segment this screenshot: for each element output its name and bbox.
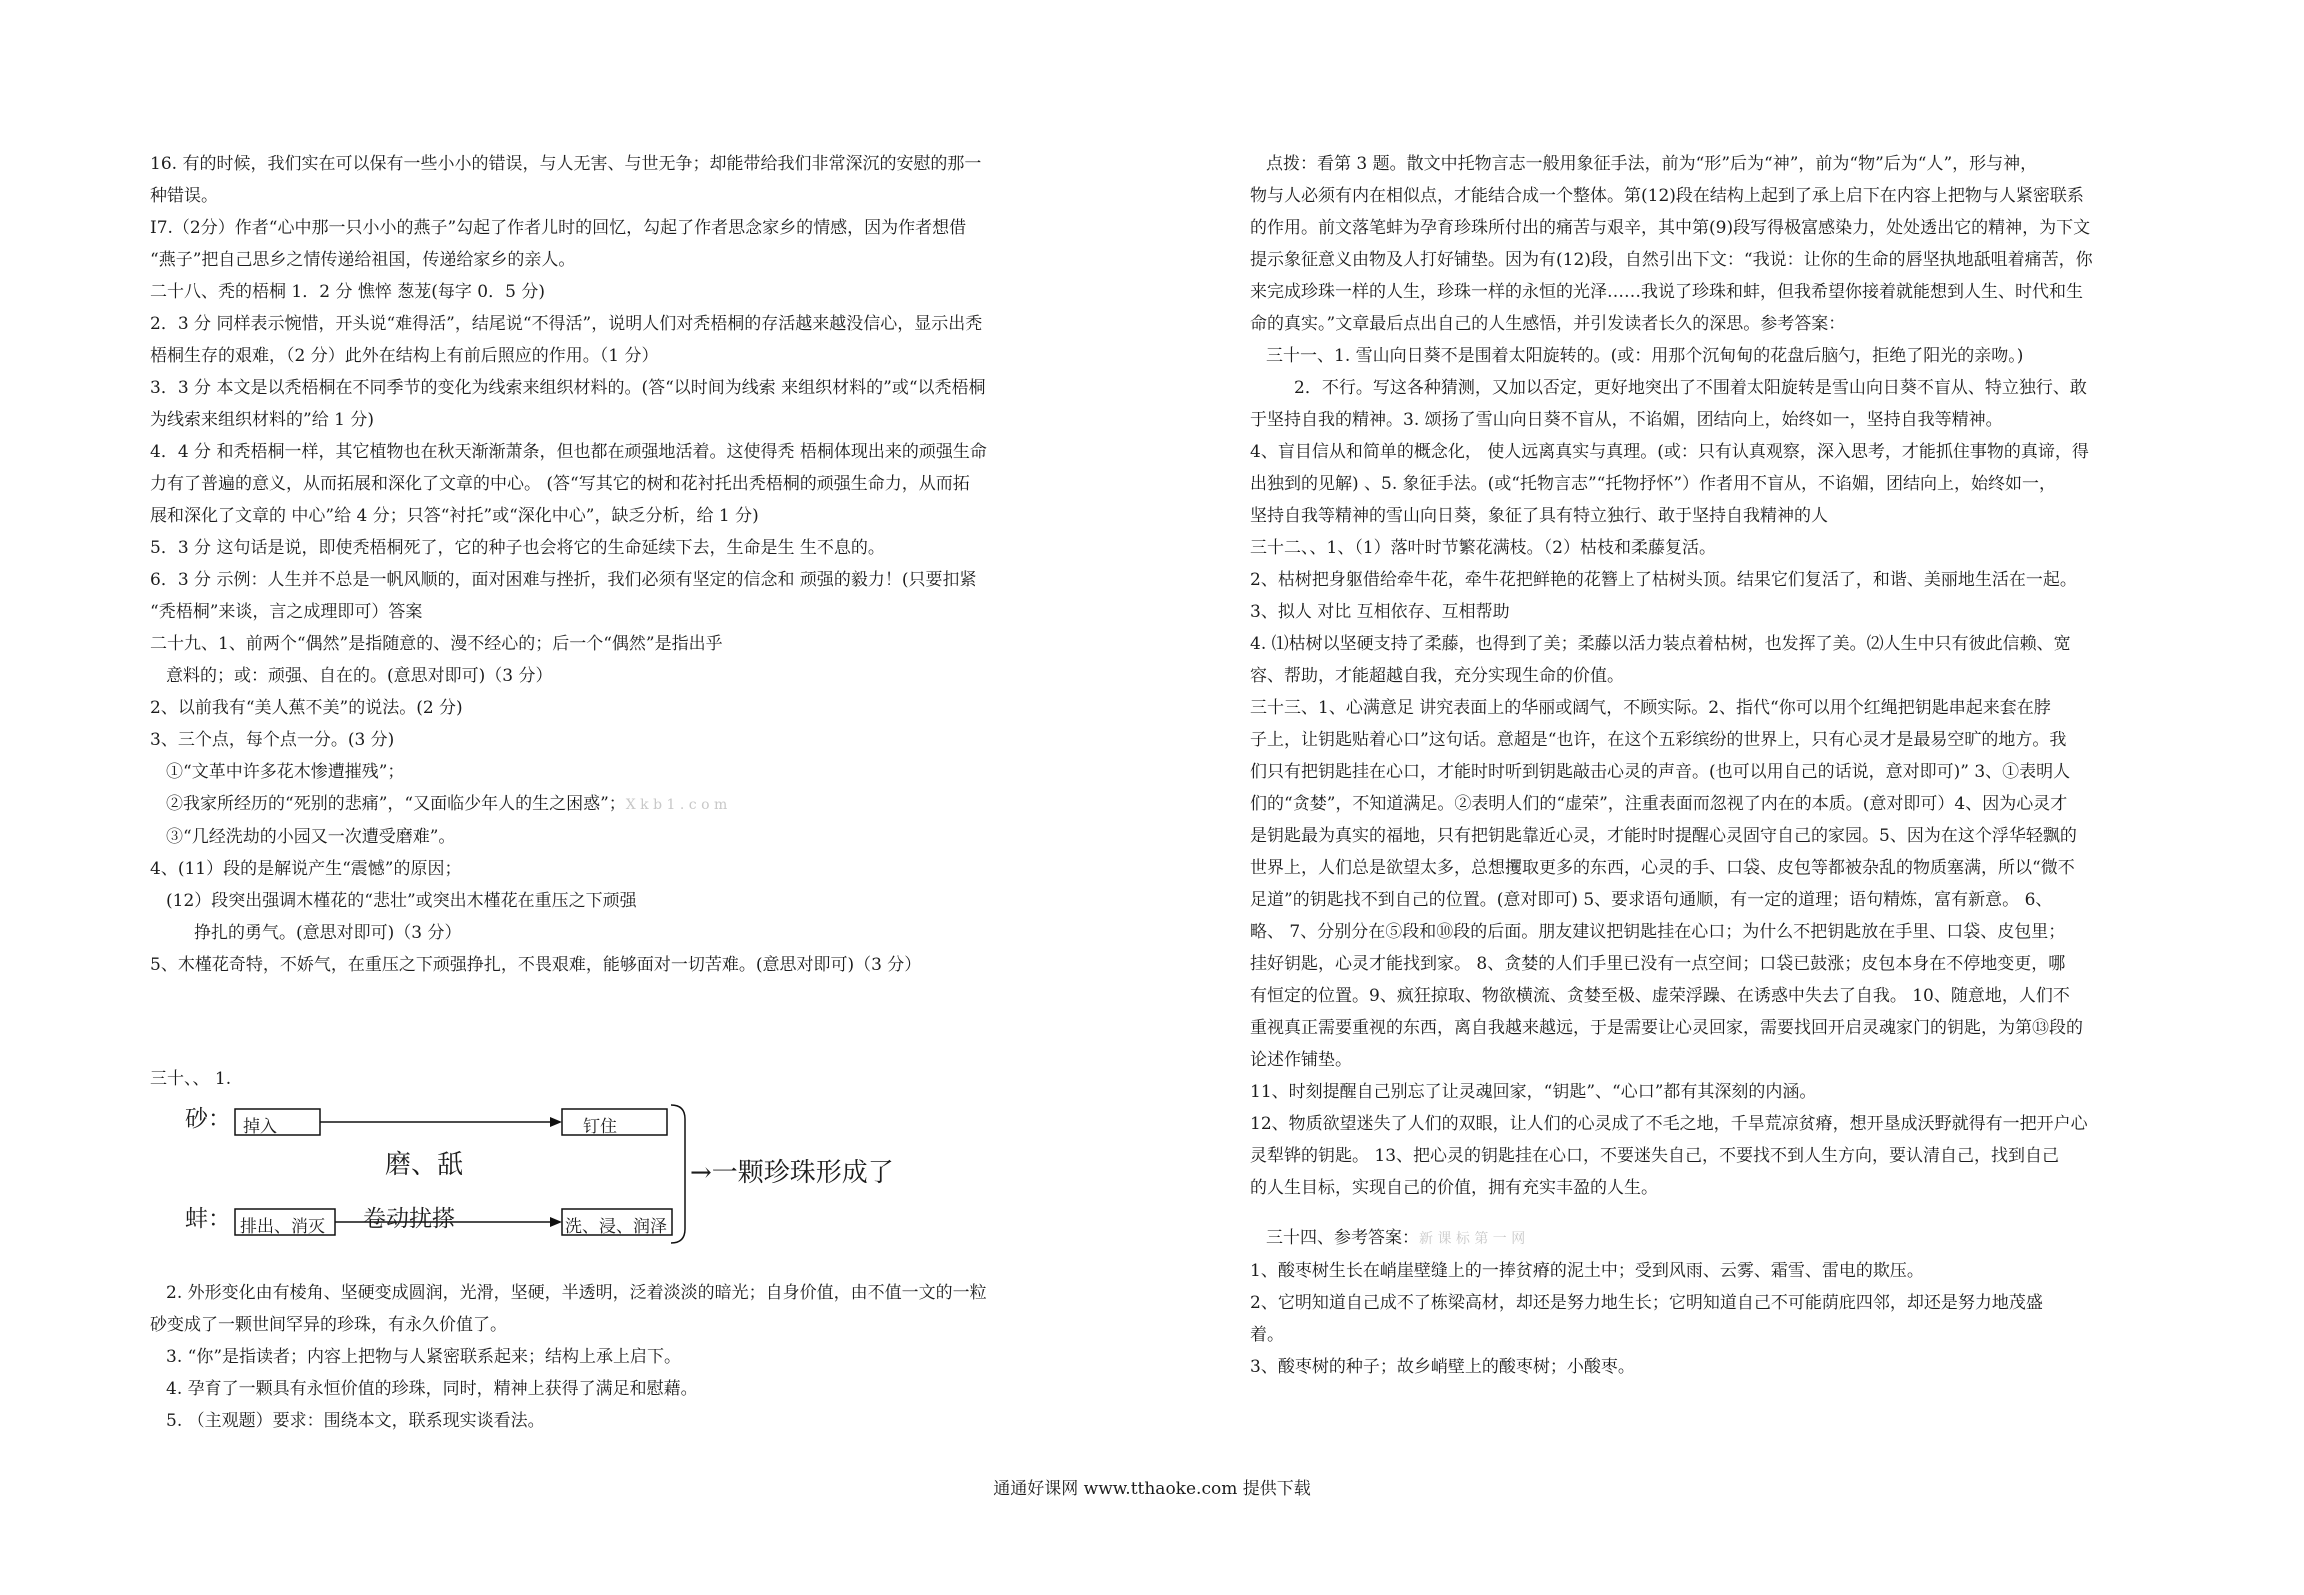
sand-label: 砂： [185,1106,231,1132]
section-29-q3-b [150,788,1075,821]
hint-line-2: 物与人必须有内在相似点，才能结合成一个整体。第(12)段在结构上起到了承上启下在内容上把物与人紧密联系 [1250,186,2084,206]
section-34-q1: 1、酸枣树生长在峭崖壁缝上的一捧贫瘠的泥土中；受到风雨、云雾、霜雪、雷电的欺压。 [1250,1261,1924,1281]
hint-line-5: 来完成珍珠一样的人生，珍珠一样的永恒的光泽……我说了珍珠和蚌，但我希望你接着就能想到人生、时代和生 [1250,282,2083,302]
section-29-q5: 5、木槿花奇特，不娇气，在重压之下顽强挣扎，不畏艰难，能够面对一切苦难。(意思对即可)（3 分） [150,955,922,975]
left-column [150,148,1075,1437]
section-31-q2: 2．不行。写这各种猜测，又加以否定，更好地突出了不围着太阳旋转是雪山向日葵不盲从、特立独行、敢 [1294,378,2087,398]
section-33-line-2: 子上，让钥匙贴着心口”这句话。意超是“也许，在这个五彩缤纷的世界上，只有心灵才是最易空旷的地方。我 [1250,730,2067,750]
section-31-q4-cont: 出独到的见解) 、5. 象征手法。(或“托物言志”“托物抒怀”）作者用不盲从，不谄媚，团结向上，始终如一， [1250,474,2057,494]
section-28-q4-cont2: 展和深化了文章的 中心”给 4 分；只答“衬托”或“深化中心”，缺乏分析，给 1 分) [150,506,759,526]
sand-step-pinned: 钉住 [583,1117,617,1137]
section-33-line-1: 三十三、1、心满意足 讲究表面上的华丽或阔气，不顾实际。2、指代“你可以用个红绳把钥匙串起来套在脖 [1250,698,2051,718]
section-31-q1: 三十一、1. 雪山向日葵不是围着太阳旋转的。(或：用那个沉甸甸的花盘后脑勺，拒绝了阳光的亲吻。) [1266,346,2024,366]
section-32-q2: 2、枯树把身躯借给牵牛花，牵牛花把鲜艳的花簪上了枯树头顶。结果它们复活了，和谐、美丽地生活在一起。 [1250,570,2077,590]
clam-action-grind: 磨、舐 [385,1150,464,1180]
section-34-q2: 2、它明知道自己成不了栋梁高材，却还是努力地生长；它明知道自己不可能荫庇四邻，却还是努力地茂盛 [1250,1293,2043,1313]
section-29-q3: 3、三个点，每个点一分。(3 分) [150,730,395,750]
section-30-q4: 4. 孕育了一颗具有永恒价值的珍珠，同时，精神上获得了满足和慰藉。 [166,1379,698,1399]
pearl-result: →一颗珍珠形成了 [690,1158,894,1188]
pearl-formation-diagram [185,1099,945,1259]
answer-17-cont: “燕子”把自己思乡之情传递给祖国，传递给家乡的亲人。 [150,250,576,270]
section-28-q1: 二十八、秃的梧桐 1．2 分 憔悴 葱茏(每字 0．5 分) [150,282,545,302]
section-32-q3: 3、拟人 对比 互相依存、互相帮助 [1250,602,1510,622]
section-29-q3-a: ①“文革中许多花木惨遭摧残”； [166,762,405,782]
section-28-q2: 2．3 分 同样表示惋惜，开头说“难得活”，结尾说“不得活”，说明人们对秃梧桐的存活越来越没信心，显示出秃 [150,314,983,334]
section-33-line-5: 是钥匙最为真实的福地，只有把钥匙靠近心灵，才能时时提醒心灵固守自己的家园。5、因为在这个浮华轻飘的 [1250,826,2077,846]
section-33-line-12: 论述作铺垫。 [1250,1050,1352,1070]
section-29-q2: 2、以前我有“美人蕉不美”的说法。(2 分) [150,698,463,718]
section-34-q2-cont: 着。 [1250,1325,1284,1345]
section-33-line-9: 挂好钥匙，心灵才能找到家。 8、贪婪的人们手里已没有一点空间；口袋已鼓涨；皮包本身在不停地变更，哪 [1250,954,2066,974]
section-33-line-16: 的人生目标，实现自己的价值，拥有充实丰盈的人生。 [1250,1178,1658,1198]
section-29-q1: 二十九、1、前两个“偶然”是指随意的、漫不经心的；后一个“偶然”是指出乎 [150,634,723,654]
section-34-heading [1250,1222,2180,1255]
hint-line-1: 点拨：看第 3 题。散文中托物言志一般用象征手法，前为“形”后为“神”，前为“物”后为“人”，形与神， [1266,154,2038,174]
page-footer: 通通好课网 www.tthaoke.com 提供下载 [993,1479,1311,1499]
section-29-q4-c: 挣扎的勇气。(意思对即可)（3 分） [194,923,462,943]
section-31-q2-cont: 于坚持自我的精神。3. 颂扬了雪山向日葵不盲从，不谄媚，团结向上，始终如一，坚持自我等精神。 [1250,410,2003,430]
section-30-q3: 3. “你”是指读者；内容上把物与人紧密联系起来；结构上承上启下。 [166,1347,682,1367]
section-28-q3: 3．3 分 本文是以秃梧桐在不同季节的变化为线索来组织材料的。(答“以时间为线索 来组织材料的”或“以秃梧桐 [150,378,986,398]
clam-step-expel: 排出、消灭 [240,1217,325,1237]
section-33-line-4: 们的“贪婪”，不知道满足。②表明人们的“虚荣”，注重表面而忽视了内在的本质。(意对即可）4、因为心灵才 [1250,794,2068,814]
section-31-q4: 4、盲目信从和简单的概念化， 使人远离真实与真理。(或：只有认真观察，深入思考，才能抓住事物的真谛，得 [1250,442,2089,462]
answer-16-cont: 种错误。 [150,186,218,206]
section-28-q4: 4．4 分 和秃梧桐一样，其它植物也在秋天渐渐萧条，但也都在顽强地活着。这使得秃 梧桐体现出来的顽强生命 [150,442,987,462]
section-34-q3: 3、酸枣树的种子；故乡峭壁上的酸枣树；小酸枣。 [1250,1357,1635,1377]
section-32-q4: 4. ⑴枯树以坚硬支持了柔藤，也得到了美；柔藤以活力装点着枯树，也发挥了美。⑵人生中只有彼此信赖、宽 [1250,634,2071,654]
spacer [1250,1204,2180,1222]
section-34-heading-text: 三十四、参考答案： [1266,1228,1419,1248]
section-28-q6-cont: “秃梧桐”来谈，言之成理即可）答案 [150,602,423,622]
clam-action-roll: 卷动扰搽 [363,1206,455,1232]
section-30-q5: 5. （主观题）要求：围绕本文，联系现实谈看法。 [166,1411,545,1431]
spacer [150,981,1075,1063]
section-29-q4: 4、(11）段的是解说产生“震憾”的原因； [150,859,462,879]
section-30-q2: 2. 外形变化由有棱角、坚硬变成圆润，光滑，坚硬，半透明，泛着淡淡的暗光；自身价值，由不值一文的一粒 [166,1283,987,1303]
section-28-q6: 6．3 分 示例：人生并不总是一帆风顺的，面对困难与挫折，我们必须有坚定的信念和 顽强的毅力！(只要扣紧 [150,570,977,590]
section-31-q4-cont2: 坚持自我等精神的雪山向日葵，象征了具有特立独行、敢于坚持自我精神的人 [1250,506,1828,526]
watermark-text: 新 课 标 第 一 网 [1419,1231,1526,1247]
answer-17: I7.（2分）作者“心中那一只小小的燕子”勾起了作者儿时的回忆，勾起了作者思念家乡的情感，因为作者想借 [150,218,967,238]
section-29-q3-b-text: ②我家所经历的“死别的悲痛”，“又面临少年人的生之困惑”； [166,794,626,814]
right-column [1250,148,2180,1383]
section-32-q4-cont: 容、帮助，才能超越自我，充分实现生命的价值。 [1250,666,1624,686]
section-33-line-11: 重视真正需要重视的东西，离自我越来越远，于是需要让心灵回家，需要找回开启灵魂家门的钥匙，为第⑬段的 [1250,1018,2083,1038]
section-33-line-8: 略、 7、分别分在⑤段和⑩段的后面。朋友建议把钥匙挂在心口；为什么不把钥匙放在手里、口袋、皮包里； [1250,922,2066,942]
section-33-line-7: 足道”的钥匙找不到自己的位置。(意对即可) 5、要求语句通顺，有一定的道理；语句精炼，富有新意。 6、 [1250,890,2053,910]
section-33-line-15: 灵犁铧的钥匙。 13、把心灵的钥匙挂在心口，不要迷失自己，不要找不到人生方向，要认清自己，找到自己 [1250,1146,2060,1166]
clam-label: 蚌： [185,1206,231,1232]
answer-16: 16. 有的时候，我们实在可以保有一些小小的错误，与人无害、与世无争；却能带给我们非常深沉的安慰的那一 [150,154,982,174]
section-28-q3-cont: 为线索来组织材料的”给 1 分) [150,410,374,430]
watermark-text: X k b 1 . c o m [625,797,728,813]
section-33-line-10: 有恒定的位置。9、疯狂掠取、物欲横流、贪婪至极、虚荣浮躁、在诱惑中失去了自我。 10、随意地，人们不 [1250,986,2070,1006]
section-30-q2-cont: 砂变成了一颗世间罕异的珍珠，有永久价值了。 [150,1315,507,1335]
section-28-q5: 5．3 分 这句话是说，即使秃梧桐死了，它的种子也会将它的生命延续下去，生命是生 生不息的。 [150,538,885,558]
section-33-line-6: 世界上，人们总是欲望太多，总想攫取更多的东西，心灵的手、口袋、皮包等都被杂乱的物质塞满，所以“微不 [1250,858,2075,878]
section-28-q4-cont: 力有了普遍的意义，从而拓展和深化了文章的中心。 (答“写其它的树和花衬托出秃梧桐的顽强生命力，从而拓 [150,474,970,494]
hint-line-4: 提示象征意义由物及人打好铺垫。因为有(12)段，自然引出下文：“我说：让你的生命的唇坚执地舐咀着痛苦，你 [1250,250,2093,270]
section-29-q1-cont: 意料的；或：顽强、自在的。(意思对即可)（3 分） [166,666,553,686]
section-29-q3-c: ③“几经洗劫的小园又一次遭受磨难”。 [166,827,456,847]
hint-line-6: 命的真实。”文章最后点出自己的人生感悟，并引发读者长久的深思。参考答案： [1250,314,1846,334]
section-30-heading: 三十、、 1. [150,1069,232,1089]
hint-line-3: 的作用。前文落笔蚌为孕育珍珠所付出的痛苦与艰辛，其中第(9)段写得极富感染力，处处透出它的精神，为下文 [1250,218,2091,238]
section-33-line-3: 们只有把钥匙挂在心口，才能时时听到钥匙敲击心灵的声音。(也可以用自己的话说，意对即可)” 3、①表明人 [1250,762,2071,782]
section-29-q4-b: (12）段突出强调木槿花的“悲壮”或突出木槿花在重压之下顽强 [166,891,637,911]
clam-step-wash: 洗、浸、润泽 [565,1217,667,1237]
section-33-line-13: 11、时刻提醒自己别忘了让灵魂回家，“钥匙”、“心口”都有其深刻的内涵。 [1250,1082,1817,1102]
section-28-q2-cont: 梧桐生存的艰难，（2 分）此外在结构上有前后照应的作用。（1 分） [150,346,659,366]
section-32-q1: 三十二、、1、（1）落叶时节繁花满枝。（2）枯枝和柔藤复活。 [1250,538,1716,558]
section-33-line-14: 12、物质欲望迷失了人们的双眼，让人们的心灵成了不毛之地，千旱荒凉贫瘠，想开垦成沃野就得有一把开户心 [1250,1114,2088,1134]
sand-step-fall-in: 掉入 [243,1117,277,1137]
